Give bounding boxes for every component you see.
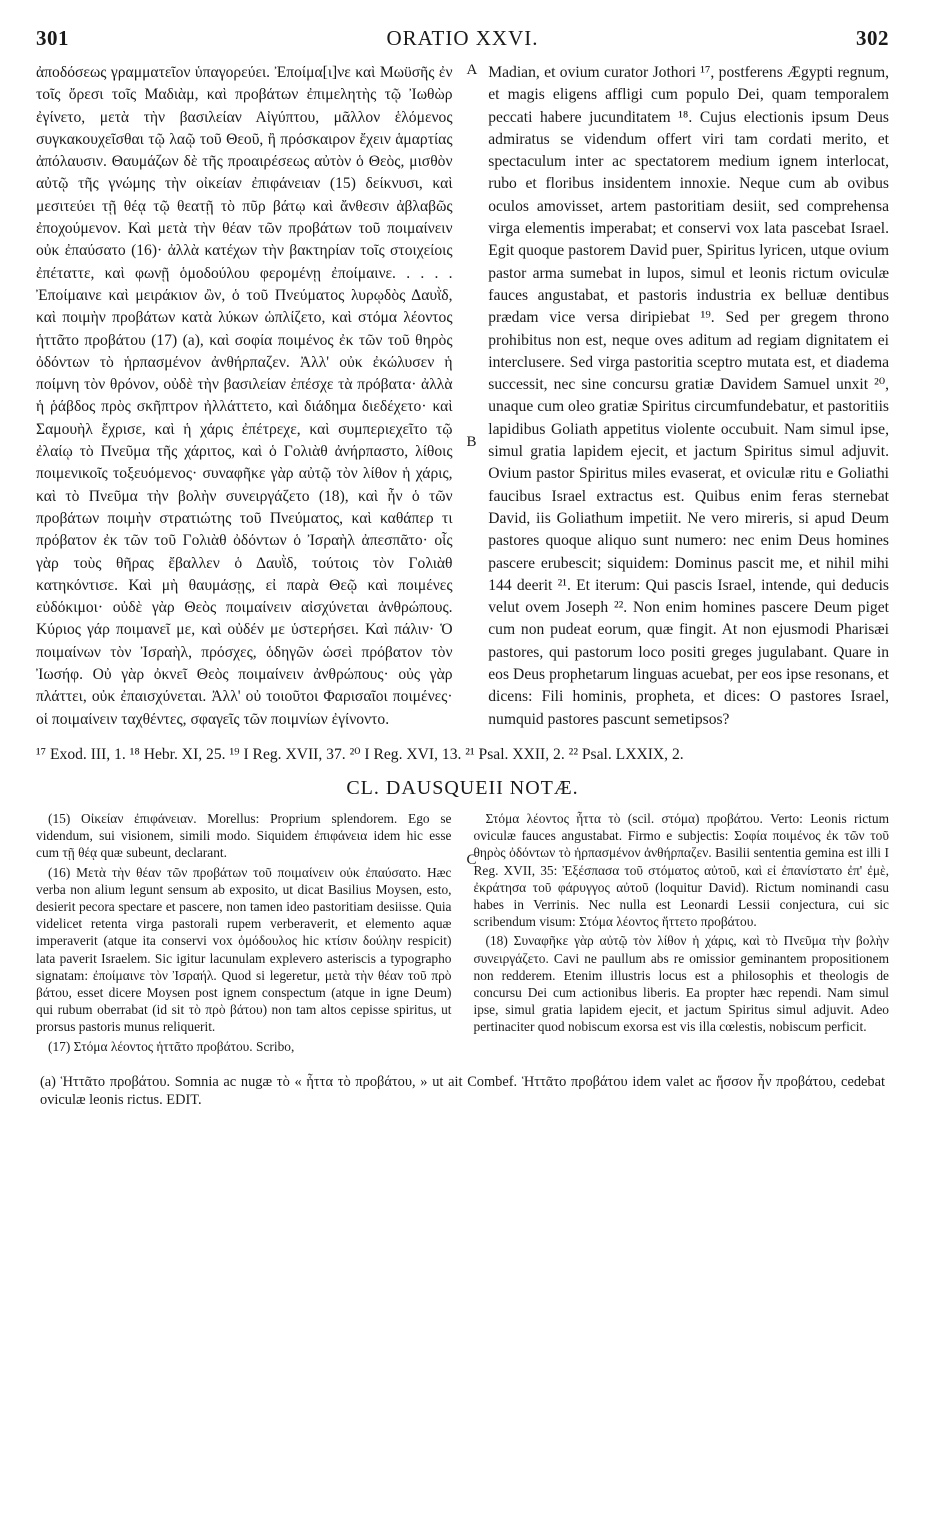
margin-marker-a: A (466, 62, 478, 78)
latin-text: Madian, et ovium curator Jothori ¹⁷, postferens Ægypti regnum, et magis eligens affligi cum populo Dei, quam temporalem peccati habere jucunditatem ¹⁸. Cujus electionis ipsum Deus admiratus se videndum offert viri tam cordati merito, et spectaculum inter ac spectatorem medium ignem interlocat, rubo et floribus insidentem innoxie. Neque cum ab ovibus oculos amovisset, artem pastoritiam desiit, sed comprehensa virga elementis imperabat; et conservi vox lata pascebat Israel. Egit quoque pastorem David puer, Spiritus lyricen, utque ovium pastor arma sumebat in lupos, simul et leonis rictum oviculæ fauces angustabat, et pastoris industria ex belluæ dentibus prædam vice versa diripiebat ¹⁹. Sed per gregem throno prohibitus non est, neque oves aditum ad regiam dignitatem ei interclusere. Sed virga pastoritia sceptro mutata est, et diadema successit, nec sine concursu gratiæ Davidem Samuel unxit ²⁰, unaque cum oleo gratiæ Spiritus circumfundebatur, et pastoritiis lapidibus Goliath appetitus violente occubuit. Nam simul ipse, simul gratia lapidem ejecit, et jactum Spiritus simul adjuvit. Ovium pastor Spiritus miles evaserat, et oviculæ ritu e Goliathi faucibus Israel extractus est. Quibus enim feras sternebat David, iis Goliathum impetiit. Ne vero mireris, si apud Deum pastores quoque aliquo sunt numero: nec enim Deus homines pascere erubescit; siquidem: Dominus pascit me, et nihil mihi 144 deerit ²¹. Et iterum: Qui pascis Israel, intende, qui deducis velut ovem Joseph ²². Non enim homines pascere Deum piget cum non pudeat eorum, quæ fingit. At non ejusmodi Pharisæi pastores, qui pastorum loco positi greges jugulabant. Quare in eos Deus prophetarum linguas acuebat, per eos ipse resonans, et dicens: Fili hominis, propheta, et dices: O pastores Israel, numquid pastores pascunt semetipsos? (488, 64, 889, 728)
margin-marker-b: B (466, 434, 477, 450)
greek-text: ἀποδόσεως γραμματεῖον ὑπαγορεύει. Ἐποίμα[ι]νε καὶ Μωϋσῆς ἐν τοῖς ὄρεσι τοῖς Μαδιὰμ, καὶ προβάτων ἐπιμελητὴς τῷ Ἰωθὼρ ἐγίνετο, μετὰ τὴν βασιλείαν Αἰγύπτου, μᾶλλον ἑλόμενος συγκακουχεῖσθαι τῷ λαῷ τοῦ Θεοῦ, ἢ πρόσκαιρον ἔχειν ἁμαρτίας ἀπόλαυσιν. Θαυμάζων δὲ τῆς προαιρέσεως αὐτὸν ὁ Θεὸς, μισθὸν αὐτῷ τῆς γνώμης τὴν οἰκείαν ἐπιφάνειαν (15) δείκνυσι, καὶ μεσιτεύει τῇ θέᾳ τῷ θεατῇ τὸ πῦρ βάτῳ καὶ ἄνθεσιν ἀβλαβῶς ἐποχούμενον. Καὶ μετὰ τὴν θέαν τῶν προβάτων τοῦ ποιμαίνειν οὐκ ἐπαύσατο (16)· ἀλλὰ κατέχων τὴν βακτηρίαν τοῖς στοιχείοις ἐπέταττε, καὶ φωνῇ ὁμοδούλου φερομένῃ ἐποίμαινε. . . . . Ἐποίμαινε καὶ μειράκιον ὢν, ὁ τοῦ Πνεύματος λυρῳδὸς Δαυῒδ, καὶ ποιμὴν προβάτων κατὰ λύκων ὡπλίζετο, καὶ στόμα λέοντος ἡττᾶτο προβάτου (17) (a), καὶ σοφία ποιμένος ἐκ τῶν τοῦ θηρὸς ὀδόντων τὸ ἡρπασμένον ἀνθήρπαζεν. Ἀλλ' οὐκ ἐκώλυσεν ἡ ποίμνη τὸν θρόνον, οὐδὲ τὴν βασιλείαν ἐπέσχε τὰ πρόβατα· ἀλλὰ ἡ ῥάβδος πρὸς σκῆπτρον ἠλλάττετο, καὶ διάδημα διεδέχετο· καὶ Σαμουὴλ ἔχρισε, καὶ ἡ χάρις ἐπέτρεχε, καὶ συμπεριεχεῖτο τῷ ἐλαίῳ τὸ Πνεῦμα τῆς χάριτος, καὶ ὁ Γολιὰθ ἀνήρπαστο, λίθοις ποιμενικοῖς τοξευόμενος· συναφῆκε γὰρ αὐτῷ τὸν λίθον ἡ χάρις, καὶ τὸ Πνεῦμα τὴν βολὴν συνειργάζετο (18), καὶ ἦν ὁ τῶν προβάτων ποιμὴν στρατιώτης τοῦ Πνεύματος, καὶ καθάπερ τι πρόβατον ἐκ τῶν τοῦ Γολιὰθ ὀδόντων ὁ Ἰσραὴλ ἀπεσπᾶτο· οἷς γὰρ τοὺς θῆρας ἔβαλλεν ὁ Δαυῒδ, τούτοις τὸν Γολιὰθ κατηκόντισε. Καὶ μὴ θαυμάσῃς, εἰ παρὰ Θεῷ καὶ ποιμένες εὐδόκιμοι· οὐδὲ γὰρ Θεὸς ποιμαίνειν αἰσχύνεται ἀνθρώπους. Κύριος γάρ ποιμανεῖ με, καὶ οὐδέν με ὑστερήσει. Καὶ πάλιν· Ὁ ποιμαίνων τὸν Ἰσραὴλ, πρόσχες, ὁδηγῶν ὡσεὶ πρόβατον τὸν Ἰωσήφ. Οὐ γὰρ ὀκνεῖ Θεὸς ποιμαίνειν ἀνθρώπους· οὐς γὰρ πλάττει, οὐκ ἐπαισχύνεται. Ἀλλ' οὐ τοιοῦτοι Φαρισαῖοι ποιμένες· οἱ ποιμαίνειν ταχθέντες, σφαγεῖς τῶν ποιμνίων ἐγίνοντο. (36, 64, 453, 728)
editor-note: (a) Ἡττᾶτο προβάτου. Somnia ac nugæ τὸ « ἧττα τὸ προβάτου, » ut ait Combef. Ἡττᾶτο προβάτου idem valet ac ἥσσον ἦν προβάτου, cedebat oviculæ leonis rictus. EDIT. (40, 1073, 885, 1108)
margin-marker-c: C (466, 852, 477, 868)
notes-columns (36, 810, 889, 1057)
oration-title: ORATIO XXVI. (386, 26, 539, 50)
notes-right-column (474, 810, 890, 1057)
page-number-right: 302 (856, 26, 889, 50)
notes-heading: CL. DAUSQUEII NOTÆ. (346, 776, 579, 799)
page-number-left: 301 (36, 26, 69, 50)
latin-text-column (484, 62, 889, 731)
note-16: (16) Μετὰ τὴν θέαν τῶν προβάτων τοῦ ποιμαίνειν οὐκ ἐπαύσατο. Hæc verba non alium legunt sensum ab exposito, ut dicat Basilius Moysen, esto, desierit pecora spectare et pascere, non tamen ideo pastoritiam desiisse. Quia videlicet retenta virga pastorali rupem verberaverit, et elemento aquæ imperaverit (atque ita conservi vox ὁμόδουλος hic κτίσιν δούλην respicit) lata paverit Israelem. Sic igitur lacunulam explevero asteriscis a typographo signatam: ἐποίμαινε τὸν Ἰσραήλ. Quod si legeretur, μετὰ τὴν θέαν τοῦ πρὸ βάτου, esset dicere Moysen post ignem conspectum (atque in igne Deum) qui rubum oberrabat (id sit τὸ πρὸ βάτου) non tam altos cepisse spiritus, ut prorsus pastoris munus reliquerit. (36, 864, 452, 1035)
running-head (36, 26, 889, 56)
notes-left-column (36, 810, 452, 1057)
note-17-continued: Στόμα λέοντος ἧττα τὸ (scil. στόμα) προβάτου. Verto: Leonis rictum oviculæ fauces angustabat. Firmo e subjectis: Σοφία ποιμένος ἐκ τῶν τοῦ θηρὸς ὀδόντων τὸ ἡρπασμένον ἀνθήρπαζεν. Basilii sententia gemina est illi I Reg. XVII, 35: Ἐξέσπασα τοῦ στόματος αὐτοῦ, καὶ εἰ ἐπανίστατο ἐπ' ἐμὲ, ἐκράτησα τοῦ φάρυγγος αὐτοῦ (loquitur David). Rictum nominandi casu habes in Verrinis. Nec nulla est Leonardi Lessii conjectura, cui sic scribendum visum: Στόμα λέοντος ἥττετο προβάτου. (473, 810, 889, 930)
note-15: (15) Οἰκείαν ἐπιφάνειαν. Morellus: Proprium splendorem. Ego se videndum, sui visionem, simili modo. Siquidem ἐπιφάνεια idem hic esse cum τῇ θέᾳ quæ subeunt, declarant. (36, 810, 452, 861)
margin-markers (463, 62, 485, 868)
greek-text-column (36, 62, 463, 731)
note-18: (18) Συναφῆκε γὰρ αὐτῷ τὸν λίθον ἡ χάρις, καὶ τὸ Πνεῦμα τὴν βολὴν συνειργάζετο. Cavi ne paullum abs re omissior geminantem propositionem non redderem. Etenim illustris locus est a philosophis et theologis de concursu Dei cum actionibus liberis. Ea propter hæc rependi. Nam simul ipse, simul gratia lapidem ejecit, et jactum Spiritus simul adjuvit. Adeo pertinaciter quod nobiscum exorsa est vis illa cœlestis, nobiscum perficit. (473, 933, 889, 1035)
scripture-footnotes: ¹⁷ Exod. III, 1. ¹⁸ Hebr. XI, 25. ¹⁹ I Reg. XVII, 37. ²⁰ I Reg. XVI, 13. ²¹ Psal. XXII, 2. ²² Psal. LXXIX, 2. (36, 745, 684, 763)
note-17-start: (17) Στόμα λέοντος ἡττᾶτο προβάτου. Scribo, (48, 1038, 295, 1054)
